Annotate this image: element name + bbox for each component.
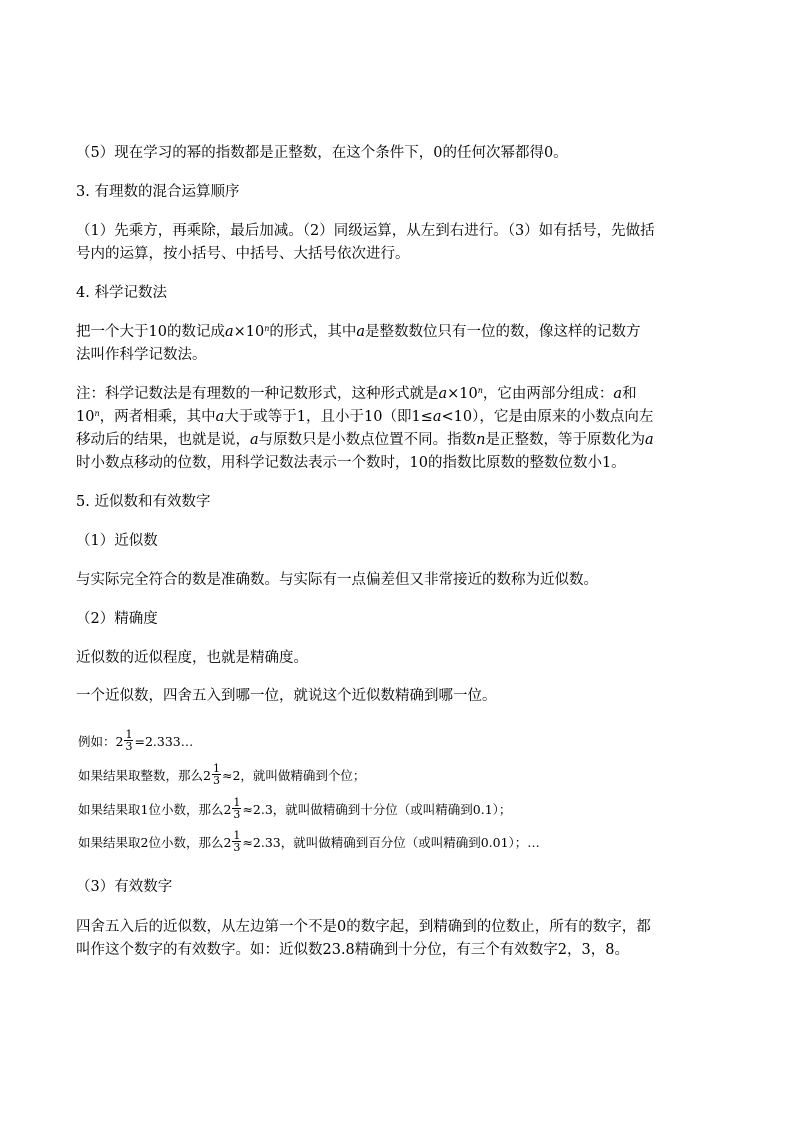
note-line-2: 10$^n$，两者相乘，其中a大于或等于1，且小于10（即1≤a<10），它是由原来的小数点向左 bbox=[76, 409, 654, 425]
heading-scientific-notation: 4. 科学记数法 bbox=[76, 285, 167, 301]
mixed-fraction: $\frac{1}{3}$ bbox=[233, 829, 241, 854]
order-line-1: （1）先乘方，再乘除，最后加减。（2）同级运算，从左到右进行。（3）如有括号，先做括 bbox=[76, 223, 655, 239]
mixed-fraction: $\frac{1}{3}$ bbox=[212, 762, 220, 787]
example-line-3: 如果结果取2位小数，那么2 $\frac{1}{3}$ ≈2.33，就叫做精确到百分位（或叫精确到0.01）；… bbox=[78, 829, 540, 854]
precision-definition: 近似数的近似程度，也就是精确度。 bbox=[76, 650, 308, 666]
note-line-1: 注：科学记数法是有理数的一种记数形式，这种形式就是$a\times 10^n$，它由两部分组成：a和 bbox=[76, 386, 637, 402]
note-line-3: 移动后的结果，也就是说，a与原数只是小数点位置不同。指数n是正整数，等于原数化为a bbox=[76, 432, 654, 448]
example-line-2: 如果结果取1位小数，那么2 $\frac{1}{3}$ ≈2.3，就叫做精确到十分位（或叫精确到0.1）； bbox=[78, 796, 512, 821]
sci-def-line-2: 法叫作科学记数法。 bbox=[76, 347, 207, 363]
subheading-approximate: （1）近似数 bbox=[76, 533, 158, 549]
order-line-2: 号内的运算，按小括号、中括号、大括号依次进行。 bbox=[76, 246, 410, 262]
subheading-significant-figures: （3）有效数字 bbox=[76, 879, 173, 895]
sci-def-line-1: 把一个大于10的数记成$a\times 10^n$的形式，其中a是整数数位只有一位的数，像这样的记数方 bbox=[76, 324, 641, 340]
significant-figures-line-1: 四舍五入后的近似数，从左边第一个不是0的数字起，到精确到的位数止，所有的数字，都 bbox=[76, 919, 651, 935]
subheading-precision: （2）精确度 bbox=[76, 611, 158, 627]
mixed-fraction: $\frac{1}{3}$ bbox=[125, 728, 133, 753]
heading-mixed-operations: 3. 有理数的混合运算顺序 bbox=[76, 184, 240, 200]
approximate-definition: 与实际完全符合的数是准确数。与实际有一点偏差但又非常接近的数称为近似数。 bbox=[76, 572, 598, 588]
heading-approximate-numbers: 5. 近似数和有效数字 bbox=[76, 494, 211, 510]
paragraph-power-rule: （5）现在学习的幂的指数都是正整数，在这个条件下，0的任何次幂都得0。 bbox=[76, 145, 568, 161]
note-line-4: 时小数点移动的位数，用科学记数法表示一个数时，10的指数比原数的整数位数小1。 bbox=[76, 455, 626, 471]
significant-figures-line-2: 叫作这个数字的有效数字。如：近似数23.8精确到十分位，有三个有效数字2，3，8。 bbox=[76, 942, 629, 958]
example-line-0: 例如：2 $\frac{1}{3}$ =2.333… bbox=[78, 728, 194, 753]
example-line-1: 如果结果取整数，那么2 $\frac{1}{3}$ ≈2，就叫做精确到个位； bbox=[78, 762, 366, 787]
mixed-fraction: $\frac{1}{3}$ bbox=[233, 796, 241, 821]
precision-rule: 一个近似数，四舍五入到哪一位，就说这个近似数精确到哪一位。 bbox=[76, 688, 497, 704]
